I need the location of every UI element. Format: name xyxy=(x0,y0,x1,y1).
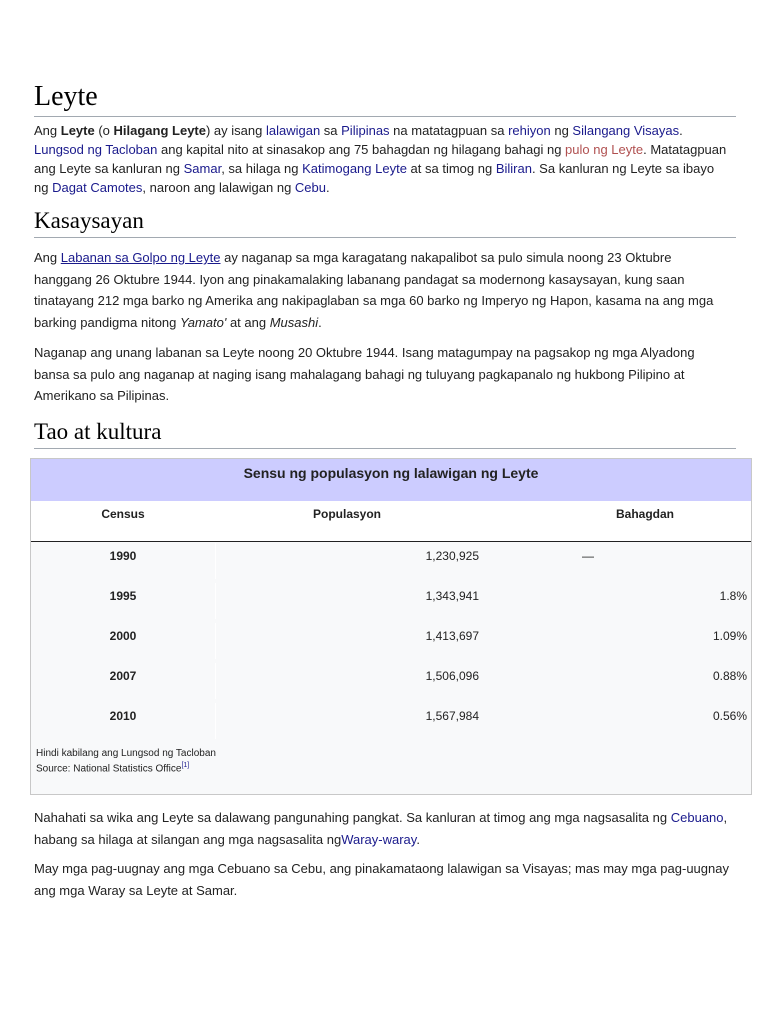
population-table xyxy=(30,458,752,795)
bold-term-hilagang-leyte: Hilagang Leyte xyxy=(113,123,206,138)
cell-year: 2007 xyxy=(31,663,216,699)
table-row xyxy=(31,703,751,739)
section-heading-kasaysayan: Kasaysayan xyxy=(34,207,736,238)
column-header-bahagdan: Bahagdan xyxy=(615,507,674,521)
table-row xyxy=(31,583,751,619)
intro-paragraph xyxy=(34,121,729,197)
footnote-line-2 xyxy=(36,760,216,775)
link-waray-waray[interactable]: Waray-waray xyxy=(341,831,417,847)
footnote-source: Source: National Statistics Office xyxy=(36,763,182,775)
cell-percent: 0.88% xyxy=(712,669,747,683)
table-caption: Sensu ng populasyon ng lalawigan ng Leyte xyxy=(31,459,751,501)
bold-term-leyte: Leyte xyxy=(60,123,95,138)
table-row xyxy=(31,623,751,659)
link-pilipinas[interactable]: Pilipinas xyxy=(341,123,390,138)
link-biliran[interactable]: Biliran xyxy=(495,161,532,176)
text: na matatagpuan sa xyxy=(389,123,509,138)
cell-percent: — xyxy=(582,549,594,563)
culture-paragraph-1 xyxy=(34,807,729,850)
link-cebuano[interactable]: Cebuano xyxy=(670,810,724,825)
cell-year: 1995 xyxy=(31,583,216,619)
cell-percent: 0.56% xyxy=(712,709,747,723)
text: (o xyxy=(94,123,114,138)
text: , sa hilaga ng xyxy=(221,161,303,176)
text: ) ay isang xyxy=(205,123,266,138)
section-heading-tao-at-kultura: Tao at kultura xyxy=(34,418,736,449)
text: . Matatagpuan ang Leyte sa kanluran ng xyxy=(34,142,727,176)
text: ay naganap sa mga karagatang nakapalibot sa pulo simula noong 23 Oktubre hanggang 26 Oktubre 1944. Iyon ang pinakamalaking labanang pandagat sa modernong kasaysayan, kung saan tinatayang 212 mga barko ng Amerika ang nakipaglaban sa mga 60 barko ng Imperyo ng Hapon, kasama na ang mga barking pandigma nitong xyxy=(34,250,714,330)
text: sa xyxy=(320,123,342,138)
cell-population: 1,230,925 xyxy=(425,549,479,563)
column-header-populasyon: Populasyon xyxy=(312,507,381,521)
link-katimogang-leyte[interactable]: Katimogang Leyte xyxy=(302,161,407,176)
text: . xyxy=(679,123,683,138)
text: . xyxy=(326,180,330,195)
redlink-pulo-ng-leyte[interactable]: pulo ng Leyte xyxy=(565,142,644,157)
text: . xyxy=(318,314,322,330)
text: . xyxy=(416,831,420,847)
page-title: Leyte xyxy=(34,80,736,117)
cell-population: 1,343,941 xyxy=(425,589,479,603)
text: Nahahati sa wika ang Leyte sa dalawang pangunahing pangkat. Sa kanluran at timog ang mga nagsasalita ng xyxy=(34,810,671,825)
cell-year: 2000 xyxy=(31,623,216,659)
text: , habang sa hilaga at silangan ang mga nagsasalita ng xyxy=(34,810,728,847)
link-rehiyon[interactable]: rehiyon xyxy=(508,123,551,138)
italic-yamato: Yamato' xyxy=(180,314,227,330)
culture-paragraph-2: May mga pag-uugnay ang mga Cebuano sa Cebu, ang pinakamataong lalawigan sa Visayas; mas may mga pag-uugnay ang mga Waray sa Leyte at Samar. xyxy=(34,861,729,898)
link-lalawigan[interactable]: lalawigan xyxy=(265,123,321,138)
text: ng xyxy=(550,123,573,138)
text: at sa timog ng xyxy=(406,161,496,176)
history-paragraph-2: Naganap ang unang labanan sa Leyte noong 20 Oktubre 1944. Isang matagumpay na pagsakop ng mga Alyadong bansa sa pulo ang naganap at naging isang mahalagang bahagi ng tuluyang pagkapanalo ng hukbong Pilipino at Amerikano sa Pilipinas. xyxy=(34,345,695,403)
table-row xyxy=(31,663,751,699)
text: Ang xyxy=(34,250,61,265)
cell-year: 1990 xyxy=(31,543,216,579)
cell-population: 1,567,984 xyxy=(425,709,479,723)
column-header-census: Census xyxy=(101,507,145,521)
footnote-line-1: Hindi kabilang ang Lungsod ng Tacloban xyxy=(36,748,216,759)
table-header-row xyxy=(31,501,751,542)
link-cebu[interactable]: Cebu xyxy=(294,180,326,195)
table-row xyxy=(31,543,751,579)
cell-percent: 1.8% xyxy=(719,589,747,603)
cell-year: 2010 xyxy=(31,703,216,739)
text: Ang xyxy=(34,123,61,138)
italic-musashi: Musashi xyxy=(269,314,319,330)
text: ang kapital nito at sinasakop ang 75 bahagdan ng hilagang bahagi ng xyxy=(157,142,566,157)
cell-population: 1,413,697 xyxy=(425,629,479,643)
link-labanan-sa-golpo[interactable]: Labanan sa Golpo ng Leyte xyxy=(60,250,221,265)
link-samar[interactable]: Samar xyxy=(183,161,222,176)
link-dagat-camotes[interactable]: Dagat Camotes xyxy=(52,180,143,195)
reference-link[interactable]: [1] xyxy=(181,762,190,769)
history-paragraph-1 xyxy=(34,247,729,333)
text: . Sa kanluran ng Leyte sa ibayo ng xyxy=(34,161,715,195)
cell-population: 1,506,096 xyxy=(425,669,479,683)
link-tacloban[interactable]: Lungsod ng Tacloban xyxy=(34,142,158,157)
cell-percent: 1.09% xyxy=(712,629,747,643)
text: , naroon ang lalawigan ng xyxy=(142,180,295,195)
text: at ang xyxy=(226,314,270,330)
table-footnote xyxy=(36,748,216,775)
link-silangang-visayas[interactable]: Silangang Visayas xyxy=(572,123,680,138)
